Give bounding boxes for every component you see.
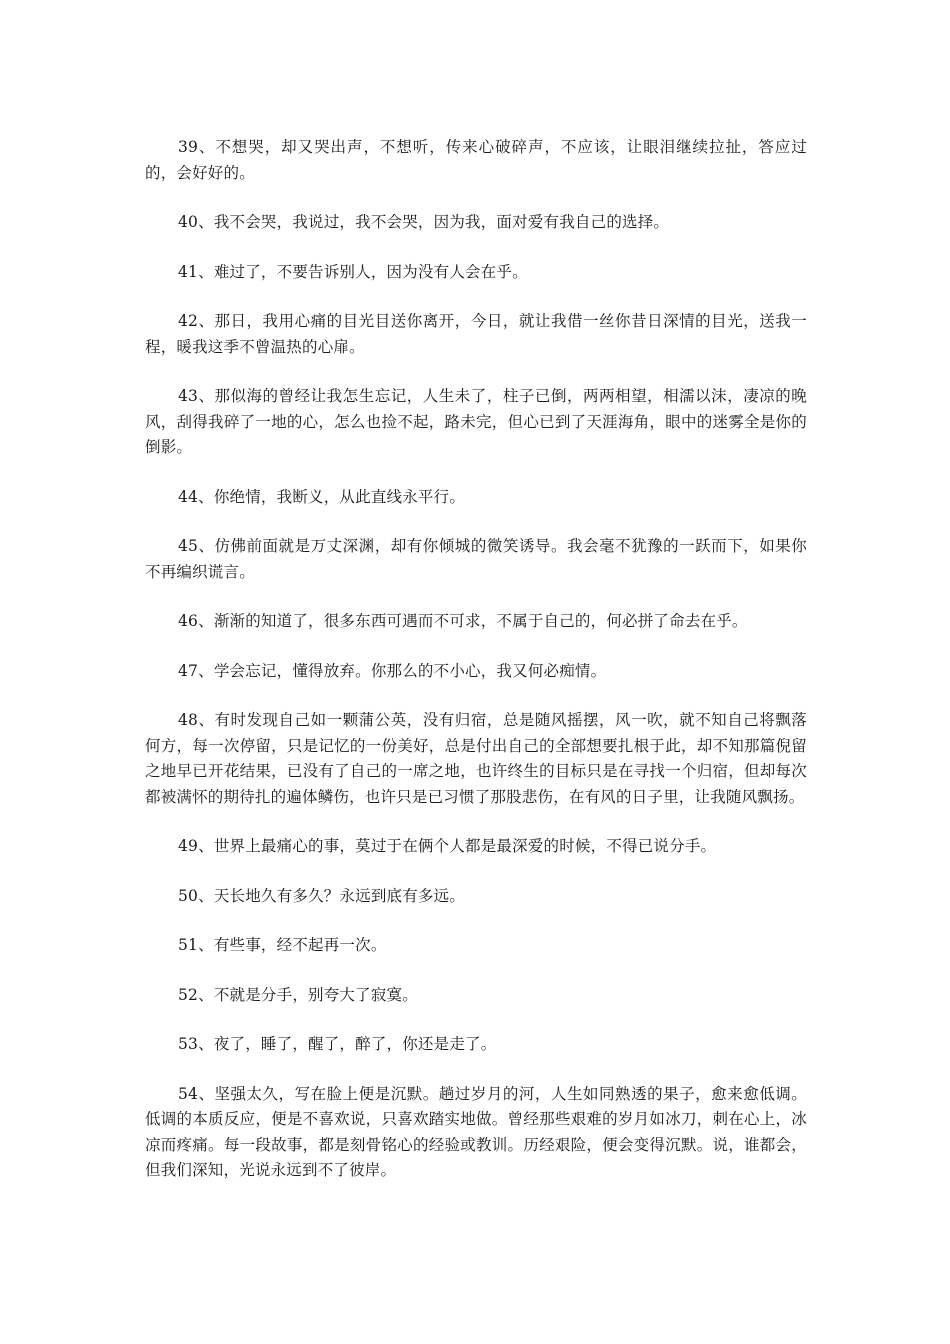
paragraph-41: 41、难过了，不要告诉别人，因为没有人会在乎。 (178, 262, 528, 281)
paragraph-40: 40、我不会哭，我说过，我不会哭，因为我，面对爱有我自己的选择。 (178, 213, 670, 231)
paragraph-39: 39、不想哭，却又哭出声，不想听，传来心破碎声，不应该，让眼泪继续拉扯，答应过的，会好好的。 (145, 138, 807, 182)
paragraph-44: 44、你绝情，我断义，从此直线永平行。 (178, 487, 466, 506)
paragraph-50: 50、天长地久有多久？永远到底有多远。 (178, 886, 466, 905)
paragraph-47: 47、学会忘记，懂得放弃。你那么的不小心，我又何必痴情。 (178, 661, 607, 680)
paragraph-45: 45、仿佛前面就是万丈深渊，却有你倾城的微笑诱导。我会毫不犹豫的一跃而下，如果你不再编织谎言。 (145, 537, 807, 581)
paragraph-49: 49、世界上最痛心的事，莫过于在俩个人都是最深爱的时候，不得已说分手。 (178, 837, 717, 855)
paragraph-52: 52、不就是分手，别夸大了寂寞。 (178, 985, 418, 1004)
paragraph-42: 42、那日，我用心痛的目光目送你离开，今日，就让我借一丝你昔日深情的目光，送我一程，暖我这季不曾温热的心扉。 (145, 312, 807, 356)
paragraph-46: 46、渐渐的知道了，很多东西可遇而不可求，不属于自己的，何必拼了命去在乎。 (178, 612, 748, 630)
paragraph-43: 43、那似海的曾经让我怎生忘记，人生未了，柱子已倒，两两相望，相濡以沫，凄凉的晚风，刮得我碎了一地的心，怎么也捡不起，路未完，但心已到了天涯海角，眼中的迷雾全是你的倒影。 (145, 387, 807, 456)
paragraph-54: 54、坚强太久，写在脸上便是沉默。趟过岁月的河，人生如同熟透的果子，愈来愈低调。低调的本质反应，便是不喜欢说，只喜欢踏实地做。曾经那些艰难的岁月如冰刀，刺在心上，冰凉而疼痛。每一段故事，都是刻骨铭心的经验或教训。历经艰险，便会变得沉默。说，谁都会，但我们深知，光说永远到不了彼岸。 (145, 1084, 807, 1179)
paragraph-51: 51、有些事，经不起再一次。 (178, 936, 387, 954)
paragraph-48: 48、有时发现自己如一颗蒲公英，没有归宿，总是随风摇摆，风一吹，就不知自己将飘落何方，每一次停留，只是记忆的一份美好，总是付出自己的全部想要扎根于此，却不知那篇倪留之地早已开花结果，已没有了自己的一席之地，也许终生的目标只是在寻找一个归宿，但却每次都被满怀的期待扎的遍体鳞伤，也许只是已习惯了那股悲伤，在有风的日子里，让我随风飘扬。 (145, 711, 807, 806)
document-body (145, 135, 807, 1208)
paragraph-53: 53、夜了，睡了，醒了，醉了，你还是走了。 (178, 1035, 497, 1053)
